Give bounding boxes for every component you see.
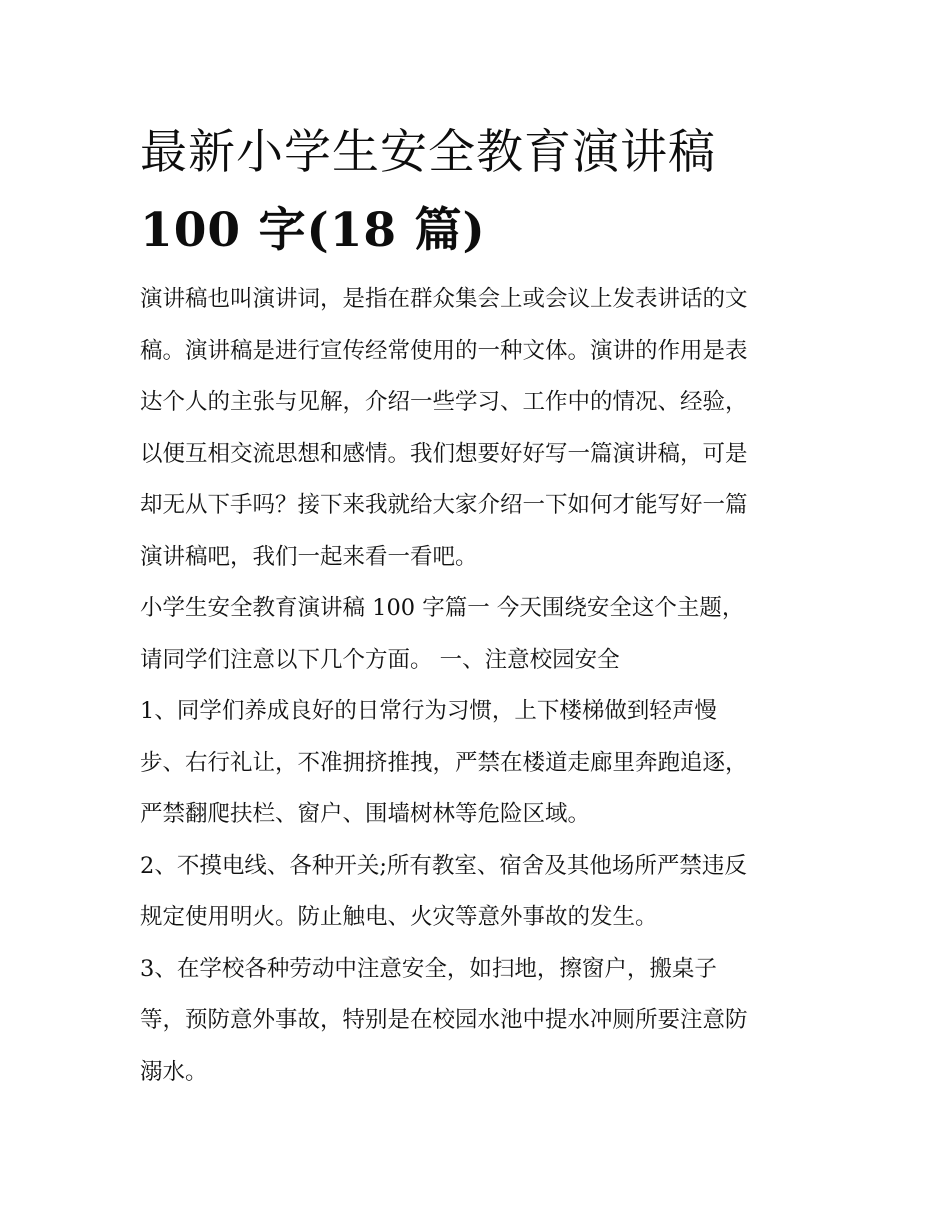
text-line: 溺水。 — [140, 1058, 208, 1085]
text-line: 达个人的主张与见解，介绍一些学习、工作中的情况、经验， — [140, 389, 748, 415]
text-line: 严禁翻爬扶栏、窗户、围墙树林等危险区域。 — [140, 801, 591, 827]
text-line: 等，预防意外事故，特别是在校园水池中提水冲厕所要注意防 — [140, 1007, 748, 1033]
item-2-paragraph — [140, 841, 820, 944]
intro-paragraph — [140, 274, 820, 583]
text-line: 步、右行礼让，不准拥挤推拽，严禁在楼道走廊里奔跑追逐， — [140, 749, 748, 776]
text-line: 演讲稿吧，我们一起来看一看吧。 — [140, 543, 478, 570]
text-line: 规定使用明火。防止触电、火灾等意外事故的发生。 — [140, 904, 658, 930]
text-line: 演讲稿也叫演讲词，是指在群众集会上或会议上发表讲话的文 — [140, 286, 748, 312]
text-line: 1、同学们养成良好的日常行为习惯，上下楼梯做到轻声慢 — [140, 698, 717, 724]
text-line: 小学生安全教育演讲稿 100 字篇一 今天围绕安全这个主题， — [140, 595, 745, 621]
title-line: 最新小学生安全教育演讲稿 — [140, 125, 716, 180]
document-body — [140, 274, 820, 1098]
text-line: 请同学们注意以下几个方面。 一、注意校园安全 — [140, 646, 620, 673]
title-line: 100 字(18 篇) — [140, 203, 486, 258]
text-line: 以便互相交流思想和感情。我们想要好好写一篇演讲稿，可是 — [140, 440, 748, 467]
text-line: 3、在学校各种劳动中注意安全，如扫地，擦窗户，搬桌子 — [140, 955, 717, 982]
document-title — [140, 114, 840, 270]
section-heading-paragraph — [140, 583, 820, 686]
text-line: 却无从下手吗？接下来我就给大家介绍一下如何才能写好一篇 — [140, 492, 748, 518]
item-3-paragraph — [140, 944, 820, 1099]
text-line: 2、不摸电线、各种开关;所有教室、宿舍及其他场所严禁违反 — [140, 852, 747, 879]
text-line: 稿。演讲稿是进行宣传经常使用的一种文体。演讲的作用是表 — [140, 337, 748, 364]
item-1-paragraph — [140, 686, 820, 841]
